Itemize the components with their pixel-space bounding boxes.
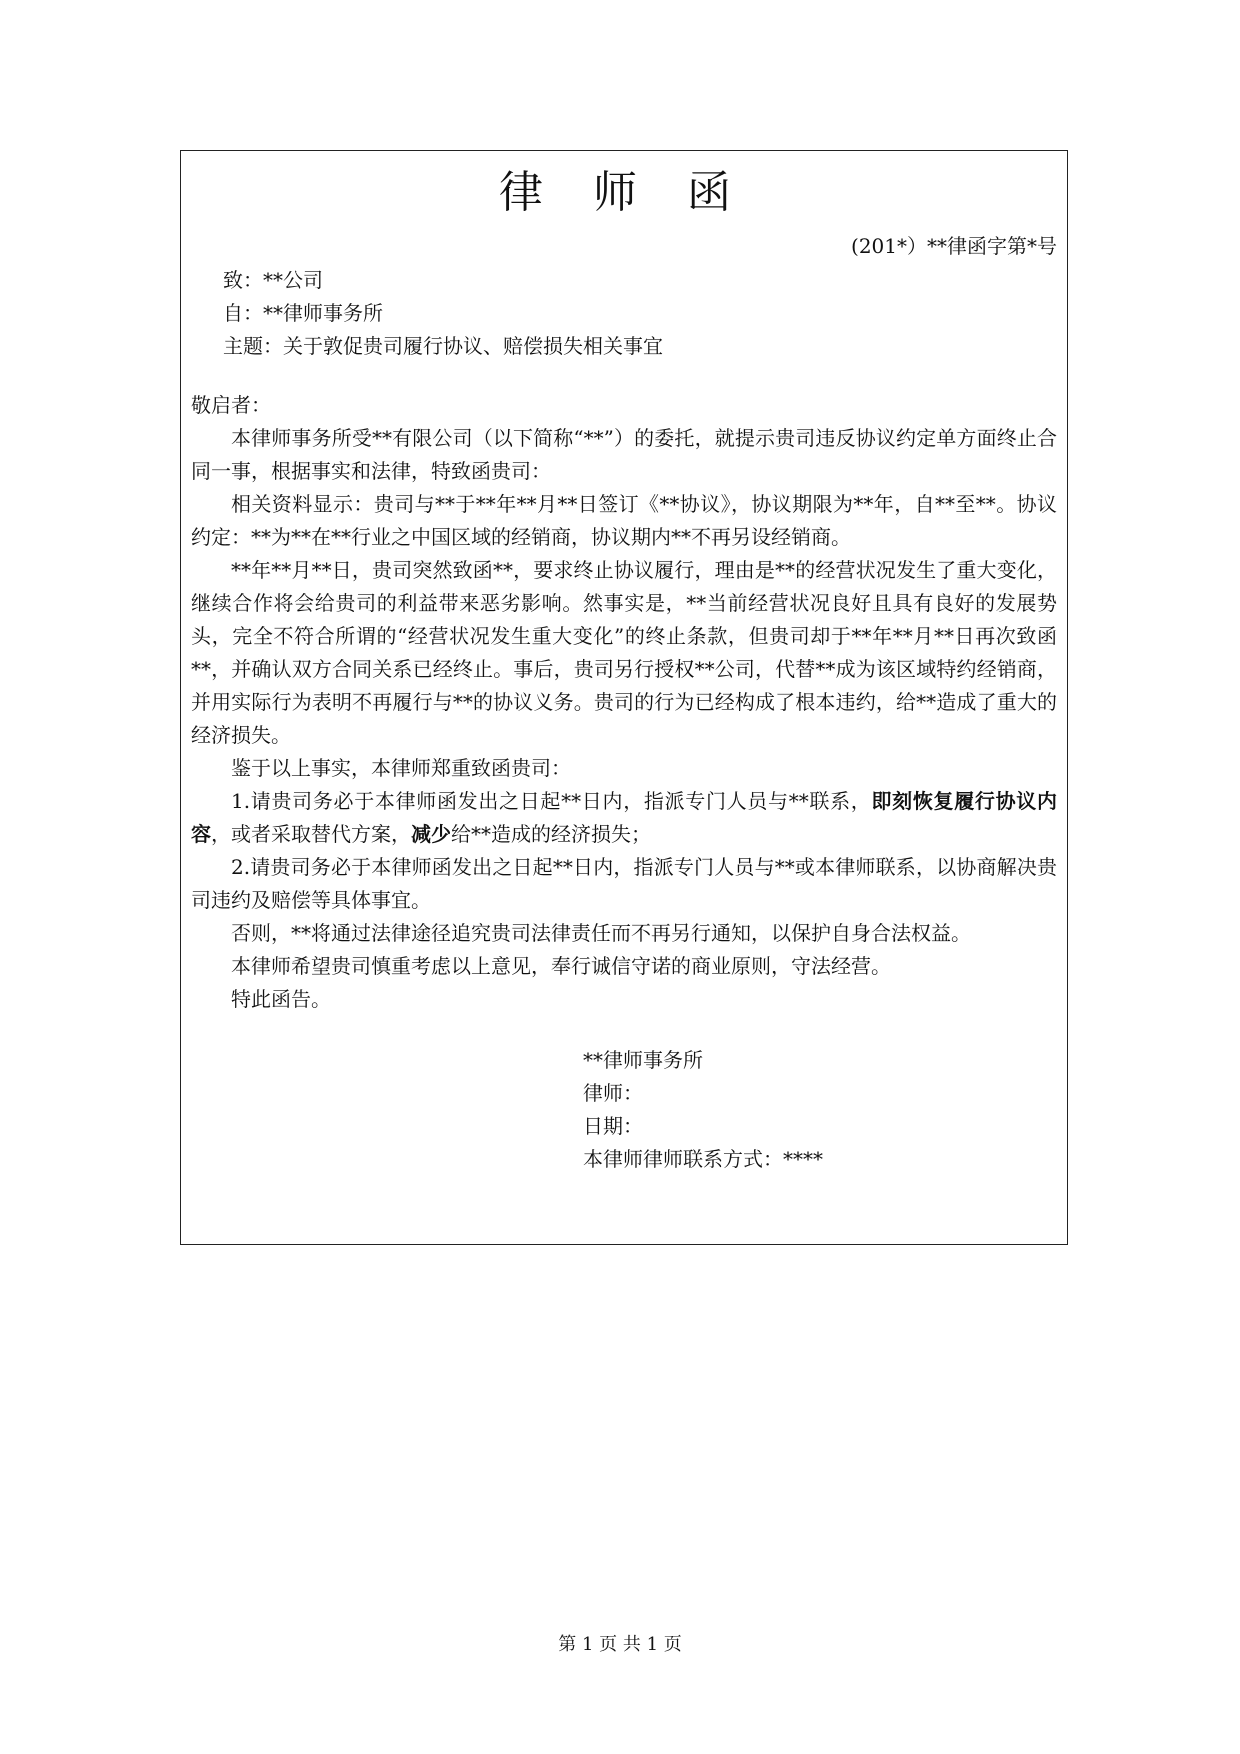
paragraph-7: 否则，**将通过法律途径追究贵司法律责任而不再另行通知，以保护自身合法权益。 (231, 921, 971, 945)
p5-part-e: 给**造成的经济损失； (451, 822, 651, 846)
paragraph-3: **年**月**日，贵司突然致函**，要求终止协议履行，理由是**的经营状况发生了重大变化，继续合作将会给贵司的利益带来恶劣影响。然事实是，**当前经营状况良好且具有良好的发展势头，完全不符合所谓的“经营状况发生重大变化”的终止条款，但贵司却于**年**月**日再次致函**，并确认双方合同关系已经终止。事后，贵司另行授权**公司，代替**成为该区域特约经销商，并用实际行为表明不再履行与**的协议义务。贵司的行为已经构成了根本违约，给**造成了重大的经济损失。 (191, 558, 1057, 747)
signature-firm: **律师事务所 (583, 1048, 703, 1072)
letter-title: 律 师 函 (499, 167, 749, 218)
paragraph-6: 2.请贵司务必于本律师函发出之日起**日内，指派专门人员与**或本律师联系，以协商解决贵司违约及赔偿等具体事宜。 (191, 855, 1057, 912)
p5-part-c: ，或者采取替代方案， (211, 822, 411, 846)
p5-bold-restore: 即刻恢复履行协议内容 (191, 789, 1057, 846)
paragraph-9: 特此函告。 (231, 987, 331, 1011)
letter-frame (180, 150, 1068, 1245)
paragraph-4: 鉴于以上事实，本律师郑重致函贵司： (231, 756, 571, 780)
signature-block (583, 1044, 823, 1176)
letter-body (191, 389, 1057, 1016)
signature-lawyer: 律师： (583, 1081, 643, 1105)
page-footer: 第 1 页 共 1 页 (558, 1634, 682, 1655)
signature-date: 日期： (583, 1114, 643, 1138)
reference-number: (201*）**律函字第*号 (851, 234, 1057, 258)
p5-part-a: 1.请贵司务必于本律师函发出之日起**日内，指派专门人员与**联系， (231, 789, 872, 813)
subject-line: 主题：关于敦促贵司履行协议、赔偿损失相关事宜 (223, 334, 663, 358)
from-line: 自：**律师事务所 (223, 301, 383, 325)
paragraph-5 (191, 785, 1057, 851)
paragraph-2: 相关资料显示：贵司与**于**年**月**日签订《**协议》，协议期限为**年，自**至**。协议约定：**为**在**行业之中国区域的经销商，协议期内**不再另设经销商。 (191, 492, 1057, 549)
paragraph-8: 本律师希望贵司慎重考虑以上意见，奉行诚信守诺的商业原则，守法经营。 (231, 954, 891, 978)
letter-header (223, 264, 663, 363)
p5-bold-reduce: 减少 (411, 822, 451, 846)
to-line: 致：**公司 (223, 268, 323, 292)
paragraph-1: 本律师事务所受**有限公司（以下简称“**”）的委托，就提示贵司违反协议约定单方面终止合同一事，根据事实和法律，特致函贵司： (191, 426, 1057, 483)
salutation: 敬启者： (191, 393, 271, 417)
signature-contact: 本律师律师联系方式：**** (583, 1147, 823, 1171)
